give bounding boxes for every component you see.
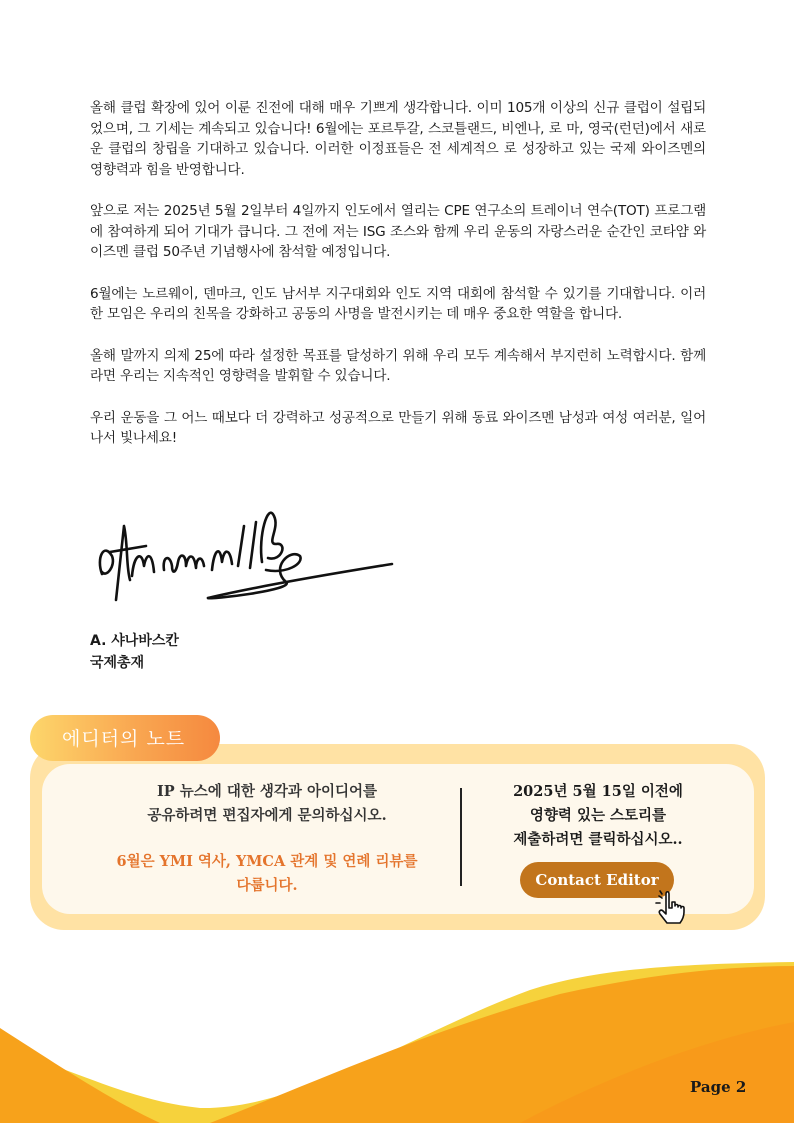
pointer-hand-icon xyxy=(650,888,690,928)
note-text: 제출하려면 클릭하십시오.. xyxy=(513,831,683,848)
signer-name: A. 샤나바스칸 xyxy=(90,633,179,649)
paragraph: 우리 운동을 그 어느 때보다 더 강력하고 성공적으로 만들기 위해 동료 와이즈멘 남성과 여성 여러분, 일어나서 빛나세요! xyxy=(90,409,706,446)
note-highlight: 6월은 YMI 역사, YMCA 관계 및 연례 리뷰를 xyxy=(116,853,418,870)
editor-note-title: 에디터의 노트 xyxy=(62,728,186,750)
page-number: Page 2 xyxy=(690,1078,747,1096)
letter-body xyxy=(90,98,706,470)
contact-editor-button[interactable]: Contact Editor xyxy=(520,862,674,898)
editor-note-right xyxy=(488,780,708,852)
signer-block xyxy=(90,630,179,674)
decorative-waves xyxy=(0,960,794,1123)
note-highlight: 다룹니다. xyxy=(236,877,298,894)
note-text: IP 뉴스에 대한 생각과 아이디어를 xyxy=(157,783,377,800)
divider xyxy=(460,788,462,886)
signature-image xyxy=(90,496,410,608)
paragraph: 6월에는 노르웨이, 덴마크, 인도 남서부 지구대회와 인도 지역 대회에 참석할 수 있기를 기대합니다. 이러한 모임은 우리의 친목을 강화하고 공동의 사명을 발전시키는 데 매우 중요한 역할을 합니다. xyxy=(90,285,706,322)
note-text: 영향력 있는 스토리를 xyxy=(529,807,667,824)
note-text: 2025년 5월 15일 이전에 xyxy=(513,783,683,800)
note-text: 공유하려면 편집자에게 문의하십시오. xyxy=(147,807,387,824)
editor-note-left xyxy=(92,780,442,898)
paragraph: 앞으로 저는 2025년 5월 2일부터 4일까지 인도에서 열리는 CPE 연구소의 트레이너 연수(TOT) 프로그램에 참여하게 되어 기대가 큽니다. 그 전에 저는 ISG 조스와 함께 우리 운동의 자랑스러운 순간인 코타얌 와이즈멘 클럽 50주년 기념행사에 참석할 예정입니다. xyxy=(90,203,706,260)
paragraph: 올해 말까지 의제 25에 따라 설정한 목표를 달성하기 위해 우리 모두 계속해서 부지런히 노력합시다. 함께라면 우리는 지속적인 영향력을 발휘할 수 있습니다. xyxy=(90,347,706,384)
signer-title: 국제총재 xyxy=(90,655,145,671)
paragraph: 올해 클럽 확장에 있어 이룬 진전에 대해 매우 기쁘게 생각합니다. 이미 105개 이상의 신규 클럽이 설립되었으며, 그 기세는 계속되고 있습니다! 6월에는 포르투갈, 스코틀랜드, 비엔나, 로 마, 영국(런던)에서 새로운 클럽의 창립을 기대하고 있습니다. 이러한 이정표들은 전 세계적으 로 성장하고 있는 국제 와이즈멘의 영향력과 힘을 반영합니다. xyxy=(90,100,706,178)
